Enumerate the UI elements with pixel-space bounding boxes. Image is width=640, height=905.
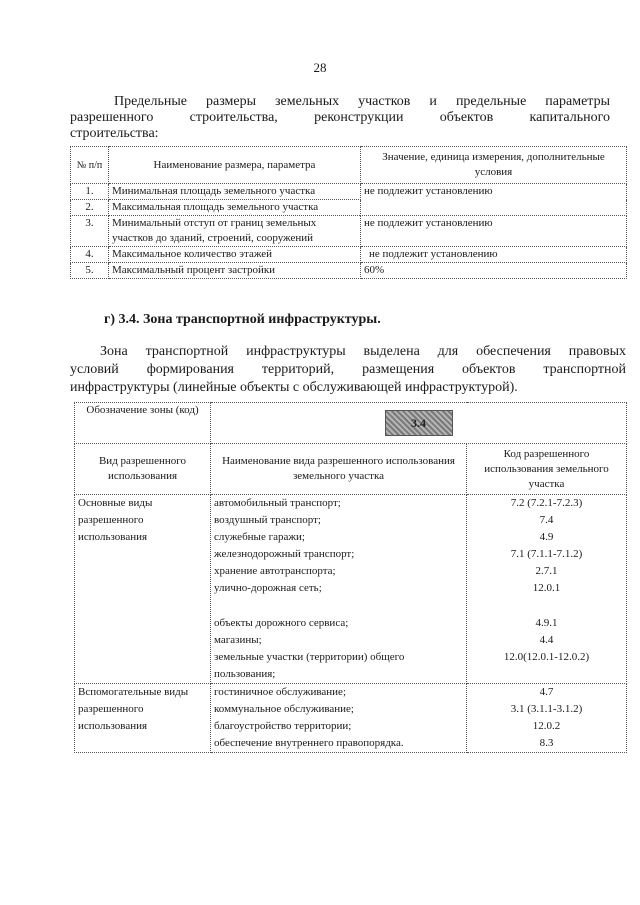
spacer [470,597,623,615]
use-code: 12.0.2 [532,720,561,732]
aux-uses-codes [467,684,627,753]
params-heading [70,94,610,142]
table-header-row [75,444,627,495]
table-row [71,184,627,200]
row-name: Максимальный процент застройки [109,263,361,279]
row-number: 1. [71,184,109,200]
row-number: 2. [71,200,109,216]
column-header: Значение, единица измерения, дополнительные условия [361,147,627,184]
row-number: 4. [71,247,109,263]
use-name: благоустройство территории; [214,720,352,732]
use-name: объекты дорожного сервиса; [214,617,349,629]
use-name: обеспечение внутреннего правопорядка. [214,737,404,749]
spacer [214,597,463,615]
row-value: 60% [361,263,627,279]
use-name: гостиничное обслуживание; [214,686,346,698]
use-code: 7.4 [539,514,554,526]
params-table [70,146,627,279]
use-code: 4.4 [539,634,554,646]
aux-uses-label: Вспомогательные виды разрешенного использования [75,684,211,753]
table-row [71,247,627,263]
zone-paragraph [70,343,626,397]
use-name: магазины; [214,634,262,646]
params-heading-line: разрешенного строительства, реконструкции объектов капитального [70,110,610,125]
use-name: служебные гаражи; [214,531,305,543]
table-row [75,495,627,684]
row-value: не подлежит установлению [361,216,627,247]
use-code: 12.0(12.0.1-12.0.2) [503,651,590,663]
zone-table [74,402,627,753]
zone-code-row [75,403,627,444]
use-name: земельные участки (территории) общего пользования; [214,651,405,680]
use-code: 3.1 (3.1.1-3.1.2) [510,703,583,715]
params-heading-line: Предельные размеры земельных участков и предельные параметры [114,94,610,109]
zone-code-cell [211,403,627,444]
row-value: не подлежит установлению [361,184,627,216]
zone-code-label: Обозначение зоны (код) [75,403,211,444]
column-header: Наименование вида разрешенного использования земельного участка [211,444,467,495]
use-name: железнодорожный транспорт; [214,548,355,560]
paragraph-line: условий формирования территорий, размещения объектов транспортной [70,362,626,377]
column-header: № п/п [71,147,109,184]
use-code: 7.1 (7.1.1-7.1.2) [510,548,583,560]
use-name: воздушный транспорт; [214,514,321,526]
section-title: г) 3.4. Зона транспортной инфраструктуры. [104,312,381,327]
row-value: не подлежит установлению [361,247,627,263]
column-header: Вид разрешенного использования [75,444,211,495]
use-code: 4.9.1 [535,617,558,629]
use-code: 7.2 (7.2.1-7.2.3) [510,497,583,509]
use-name: автомобильный транспорт; [214,497,341,509]
table-row [71,263,627,279]
row-name: Максимальное количество этажей [109,247,361,263]
row-name: Минимальный отступ от границ земельных участков до зданий, строений, сооружений [109,216,361,247]
paragraph-line: инфраструктуры (линейные объекты с обслуживающей инфраструктурой). [70,380,518,395]
use-code: 12.0.1 [532,582,561,594]
use-name: улично-дорожная сеть; [214,582,322,594]
page-number: 28 [313,60,327,75]
row-number: 5. [71,263,109,279]
row-name: Минимальная площадь земельного участка [109,184,361,200]
main-uses-codes [467,495,627,684]
main-uses-names [211,495,467,684]
table-row [75,684,627,753]
params-heading-line: строительства: [70,126,159,141]
table-row [71,216,627,247]
table-header-row [71,147,627,184]
paragraph-line: Зона транспортной инфраструктуры выделена для обеспечения правовых [100,344,626,359]
use-code: 4.7 [539,686,554,698]
aux-uses-names [211,684,467,753]
main-uses-label: Основные виды разрешенного использования [75,495,211,684]
row-name: Максимальная площадь земельного участка [109,200,361,216]
use-code: 4.9 [539,531,554,543]
use-code: 2.7.1 [535,565,558,577]
column-header: Наименование размера, параметра [109,147,361,184]
use-name: коммунальное обслуживание; [214,703,354,715]
use-name: хранение автотранспорта; [214,565,336,577]
row-number: 3. [71,216,109,247]
column-header: Код разрешенного использования земельного участка [467,444,627,495]
use-code: 8.3 [539,737,554,749]
zone-code-badge: 3.4 [385,410,453,436]
